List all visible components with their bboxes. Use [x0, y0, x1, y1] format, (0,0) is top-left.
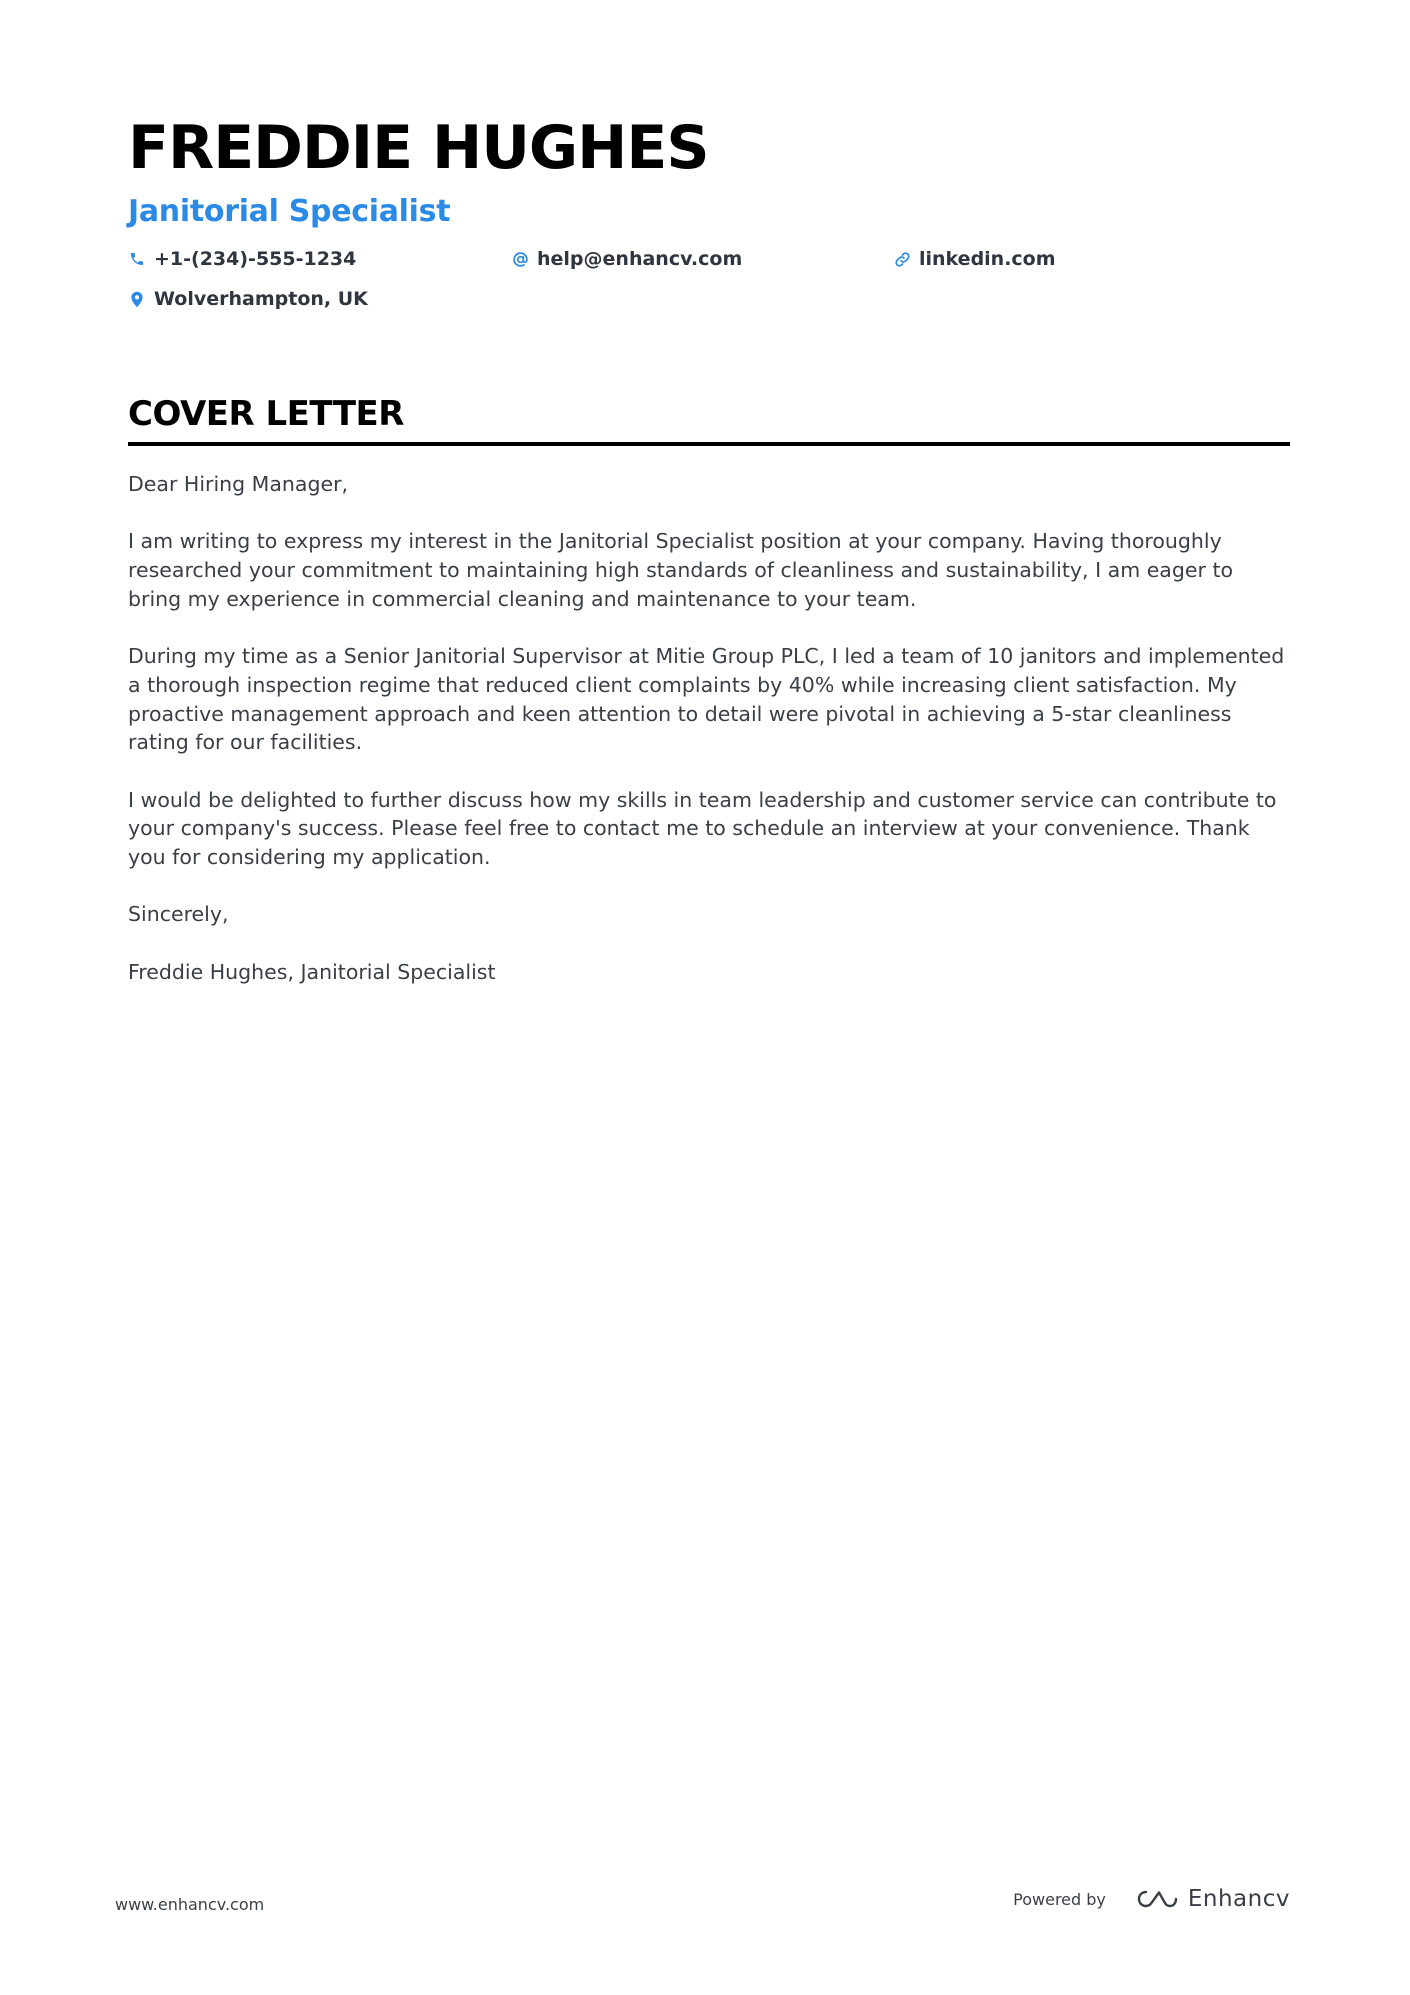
brand-name: Enhancv [1187, 1886, 1290, 1912]
contact-info [128, 244, 1288, 324]
letter-body [128, 470, 1290, 987]
email-text[interactable]: help@enhancv.com [537, 248, 743, 270]
candidate-name: FREDDIE HUGHES [128, 113, 709, 183]
letter-paragraph: I would be delighted to further discuss how my skills in team leadership and customer service can contribute to your company's success. Please feel free to contact me to schedule an interview at your convenience. Thank you for considering my application. [128, 787, 1277, 870]
phone-icon [128, 250, 146, 268]
letter-closing: Sincerely, [128, 902, 229, 927]
section-title: COVER LETTER [128, 394, 404, 434]
header [128, 108, 1288, 324]
contact-location [128, 284, 368, 314]
contact-email [511, 244, 742, 274]
section-divider [128, 442, 1290, 446]
contact-link [893, 244, 1056, 274]
job-title: Janitorial Specialist [128, 194, 451, 229]
link-icon [893, 250, 911, 268]
footer-branding [1013, 1886, 1290, 1912]
letter-paragraph: During my time as a Senior Janitorial Supervisor at Mitie Group PLC, I led a team of 10 janitors and implemented a thorough inspection regime that reduced client complaints by 40% while increasing client satisfaction. My proactive management approach and keen attention to detail were pivotal in achieving a 5-star cleanliness rating for our facilities. [128, 644, 1285, 755]
letter-greeting: Dear Hiring Manager, [128, 472, 349, 496]
letter-signature: Freddie Hughes, Janitorial Specialist [128, 959, 496, 984]
cover-letter-section [128, 392, 1290, 1015]
phone-text[interactable]: +1-(234)-555-1234 [154, 248, 357, 270]
location-text: Wolverhampton, UK [154, 288, 368, 310]
map-pin-icon [128, 290, 146, 308]
footer-website[interactable]: www.enhancv.com [115, 1895, 265, 1914]
at-icon [511, 250, 529, 268]
powered-by-text: Powered by [1013, 1889, 1106, 1909]
letter-paragraph: I am writing to express my interest in the Janitorial Specialist position at your company. Having thoroughly researched your commitment to maintaining high standards of cleanliness and sustainability, I am eager to bring my experience in commercial cleaning and maintenance to your team. [128, 529, 1234, 611]
enhancv-logo-icon [1132, 1887, 1178, 1911]
contact-phone [128, 244, 356, 274]
link-text[interactable]: linkedin.com [919, 248, 1056, 270]
